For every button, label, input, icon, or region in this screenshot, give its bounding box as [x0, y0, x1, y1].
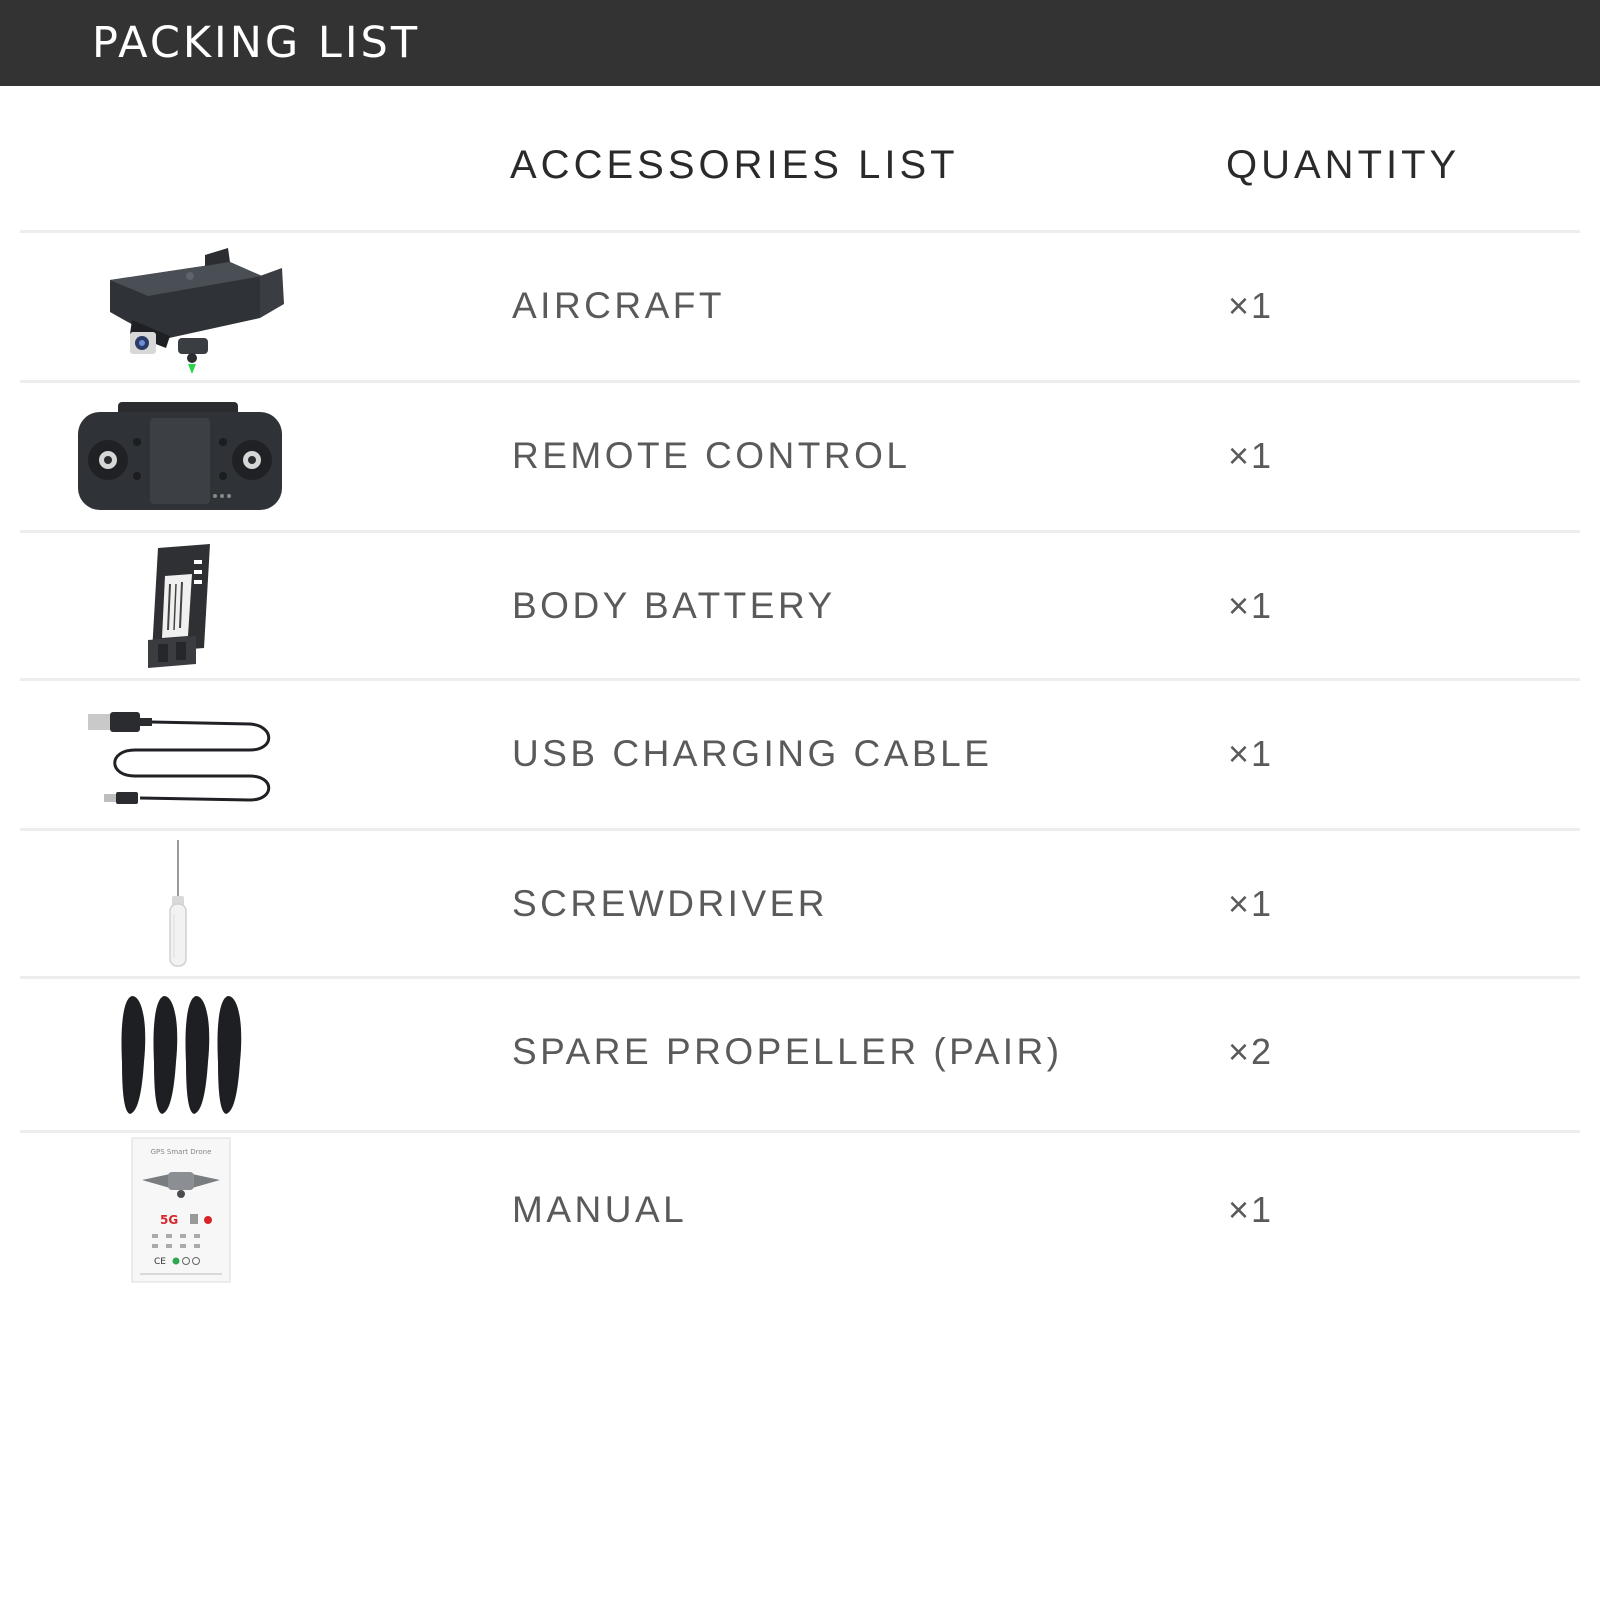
manual-icon: [70, 1136, 290, 1286]
manual-cover-title: GPS Smart Drone: [150, 1148, 212, 1156]
item-quantity: ×1: [1228, 585, 1274, 626]
table-row: [0, 382, 1600, 530]
remote-control-icon: [70, 390, 290, 522]
item-quantity: ×1: [1228, 435, 1274, 476]
item-name: SPARE PROPELLER (PAIR): [512, 1031, 1063, 1072]
item-name: AIRCRAFT: [512, 285, 725, 326]
item-name: SCREWDRIVER: [512, 883, 829, 924]
column-header-accessories: ACCESSORIES LIST: [510, 143, 959, 187]
item-name: BODY BATTERY: [512, 585, 836, 626]
screwdriver-icon: [70, 838, 290, 970]
item-name: USB CHARGING CABLE: [512, 733, 993, 774]
item-quantity: ×1: [1228, 1189, 1274, 1230]
table-row: [0, 232, 1600, 380]
usb-cable-icon: [70, 688, 290, 820]
table-row: [0, 1132, 1600, 1288]
table-row: [0, 680, 1600, 828]
table-row: [0, 532, 1600, 680]
drone-icon: [70, 240, 290, 372]
item-name: MANUAL: [512, 1189, 688, 1230]
propeller-icon: [70, 992, 290, 1118]
ce-mark: CE: [154, 1257, 166, 1267]
item-quantity: ×2: [1228, 1031, 1274, 1072]
item-quantity: ×1: [1228, 733, 1274, 774]
item-quantity: ×1: [1228, 285, 1274, 326]
table-row: [0, 978, 1600, 1126]
item-name: REMOTE CONTROL: [512, 435, 911, 476]
header-bar: [0, 0, 1600, 86]
item-quantity: ×1: [1228, 883, 1274, 924]
table-row: [0, 830, 1600, 978]
battery-icon: [70, 540, 290, 672]
column-header-quantity: QUANTITY: [1226, 143, 1461, 187]
page-title: PACKING LIST: [92, 18, 421, 68]
manual-badge: 5G: [160, 1213, 179, 1227]
